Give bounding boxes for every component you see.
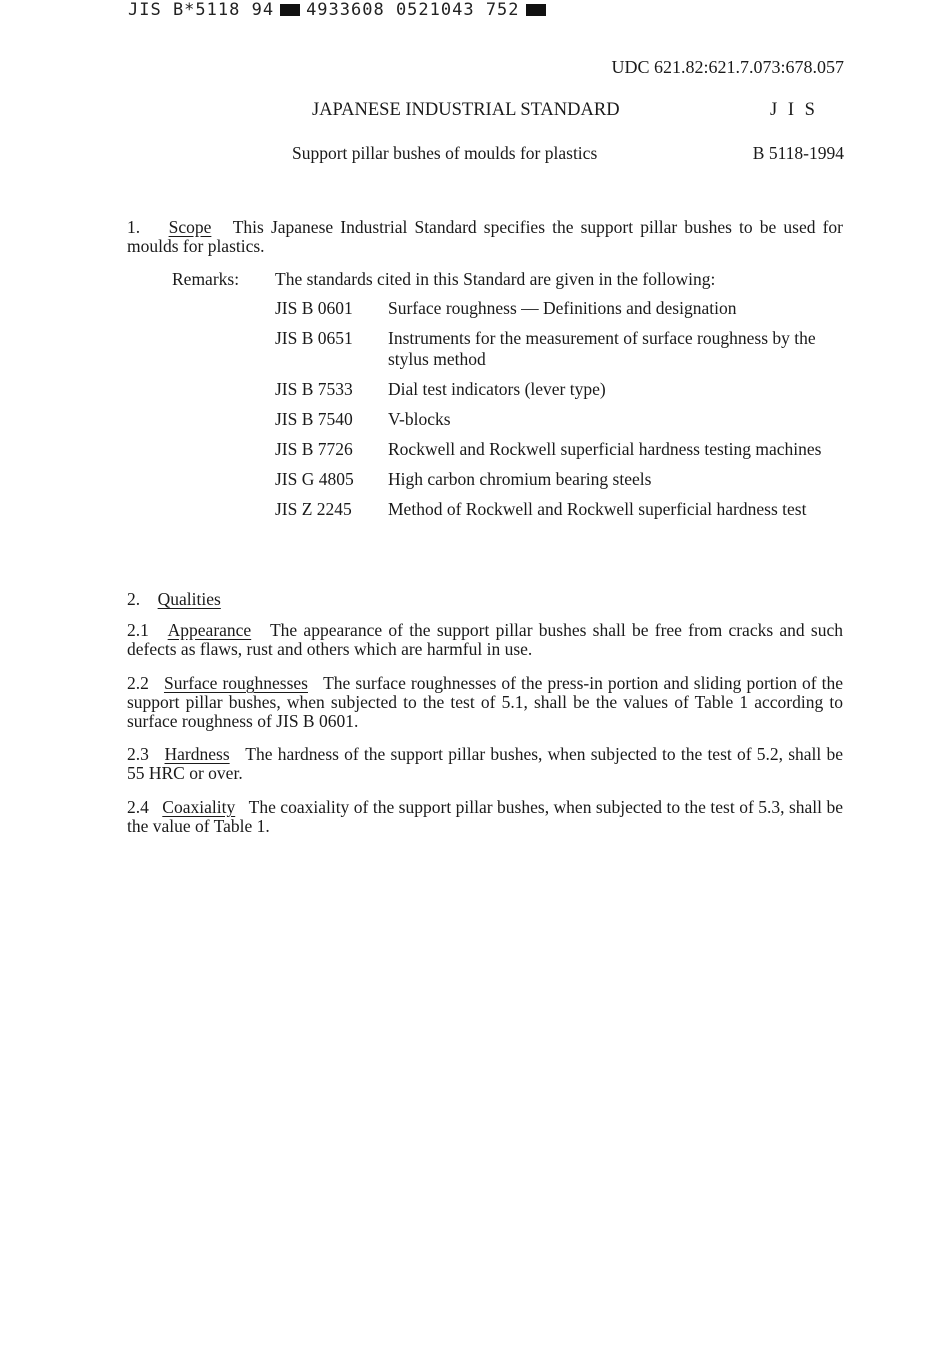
clause-2-3 <box>127 745 843 783</box>
reference-title: Rockwell and Rockwell superficial hardness testing machines <box>388 439 822 459</box>
standard-mark: J I S <box>770 100 818 120</box>
reference-item <box>275 499 835 520</box>
reference-code: JIS B 0601 <box>275 298 353 318</box>
reference-code: JIS B 7726 <box>275 439 353 459</box>
reference-code: JIS G 4805 <box>275 469 354 489</box>
scan-header <box>128 0 552 20</box>
clause-number: 2.3 <box>127 744 149 764</box>
section-heading: Scope <box>168 217 212 237</box>
clause-heading: Coaxiality <box>162 797 236 817</box>
clause-2-2 <box>127 674 843 731</box>
reference-title: Dial test indicators (lever type) <box>388 379 606 399</box>
standard-number: B 5118-1994 <box>752 143 844 163</box>
block-mark-icon <box>526 4 546 16</box>
clause-2-4 <box>127 798 843 836</box>
reference-item <box>275 379 835 400</box>
clause-heading: Appearance <box>167 620 252 640</box>
section-2-heading <box>127 589 221 610</box>
reference-code: JIS Z 2245 <box>275 499 352 519</box>
clause-heading: Hardness <box>164 744 230 764</box>
remarks-intro: The standards cited in this Standard are given in the following: <box>275 269 716 289</box>
reference-item <box>275 469 835 490</box>
clause-number: 2.4 <box>127 797 149 817</box>
reference-title: Method of Rockwell and Rockwell superficial hardness test <box>388 499 807 519</box>
reference-title: V-blocks <box>388 409 451 429</box>
reference-item <box>275 328 835 370</box>
reference-title: High carbon chromium bearing steels <box>388 469 652 489</box>
reference-item <box>275 298 835 319</box>
clause-text: The surface roughnesses of the press-in portion and sliding portion of the support pillar bushes, when subjected to the test of 5.1, shall be the values of Table 1 according to surface roughness of JIS B 0601. <box>127 673 844 731</box>
clause-text: The appearance of the support pillar bushes shall be free from cracks and such defects as flaws, rust and others which are harmful in use. <box>127 620 843 659</box>
standard-title: Support pillar bushes of moulds for plastics <box>292 143 598 163</box>
clause-heading: Surface roughnesses <box>163 673 308 693</box>
section-number: 2. <box>127 589 141 609</box>
section-1-scope <box>127 218 843 256</box>
clause-number: 2.1 <box>127 620 149 640</box>
reference-item <box>275 409 835 430</box>
clause-text: The hardness of the support pillar bushes, when subjected to the test of 5.2, shall be 55 HRC or over. <box>127 744 843 783</box>
udc-number: UDC 621.82:621.7.073:678.057 <box>611 57 844 77</box>
block-mark-icon <box>280 4 300 16</box>
reference-code: JIS B 7533 <box>275 379 353 399</box>
section-heading: Qualities <box>157 589 221 609</box>
clause-text: The coaxiality of the support pillar bushes, when subjected to the test of 5.3, shall be the value of Table 1. <box>127 797 844 836</box>
scan-header-serial: 4933608 0521043 752 <box>306 0 520 20</box>
reference-item <box>275 439 835 460</box>
standard-org-title: JAPANESE INDUSTRIAL STANDARD <box>312 100 620 120</box>
reference-title: Surface roughness — Definitions and designation <box>388 298 737 318</box>
clause-number: 2.2 <box>127 673 149 693</box>
clause-2-1 <box>127 621 843 659</box>
section-text: This Japanese Industrial Standard specifies the support pillar bushes to be used for moulds for plastics. <box>127 217 843 256</box>
reference-code: JIS B 0651 <box>275 328 353 348</box>
reference-code: JIS B 7540 <box>275 409 353 429</box>
reference-title: Instruments for the measurement of surface roughness by the stylus method <box>388 328 816 369</box>
reference-list <box>275 298 835 529</box>
section-number: 1. <box>127 217 141 237</box>
scan-header-code: JIS B*5118 94 <box>128 0 275 20</box>
remarks-label: Remarks: <box>172 269 240 289</box>
